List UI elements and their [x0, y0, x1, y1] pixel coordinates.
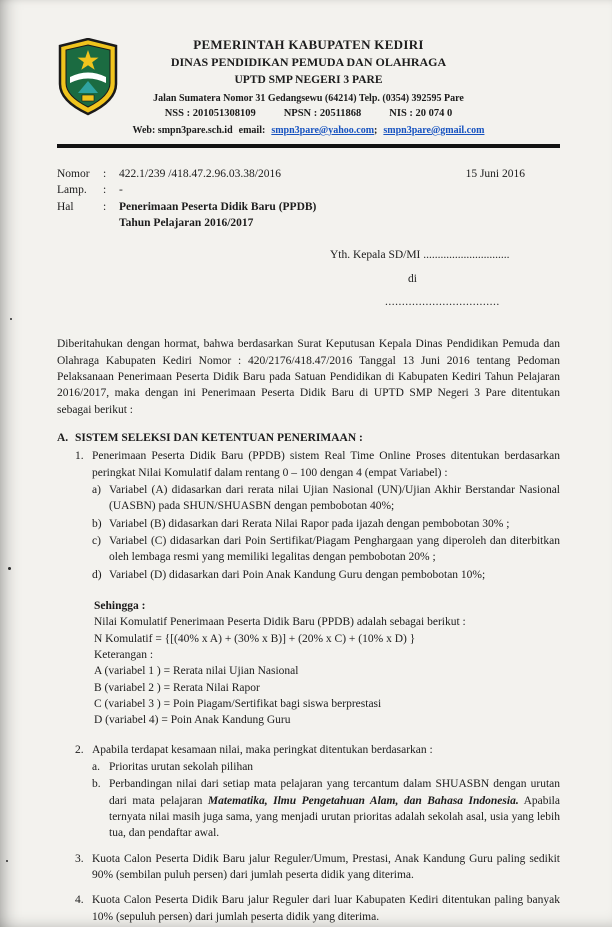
website-address: Web: smpn3pare.sch.id	[132, 124, 233, 136]
lamp-label: Lamp.	[57, 184, 87, 197]
list-item-2	[75, 742, 560, 842]
sub-item-2a-label: a.	[92, 760, 100, 773]
keterangan-line: B (variabel 2 ) = Rerata Nilai Rapor	[94, 681, 260, 694]
email-label: email:	[238, 124, 266, 136]
school-contacts	[57, 124, 560, 138]
sub-item-c-label: c)	[92, 535, 101, 547]
sub-item-b-label: b)	[92, 517, 102, 530]
kediri-regency-logo	[57, 38, 119, 116]
list-item-4	[75, 892, 560, 925]
sub-item-2b-label: b.	[92, 778, 101, 791]
item-3-text: Kuota Calon Peserta Didik Baru jalur Reguler/Umum, Prestasi, Anak Kandung Guru paling sedikit 90% (sembilan puluh persen) dari jumlah peserta didik yang diterima.	[92, 852, 560, 881]
keterangan-line: C (variabel 3 ) = Poin Piagam/Sertifikat bagi siswa berprestasi	[94, 697, 382, 710]
sub-item-c-text: Variabel (C) didasarkan dari Poin Sertifikat/Piagam Penghargaan yang diperoleh dan diterbitkan oleh lembaga resmi yang memiliki legalitas dengan pembobotan 20% ;	[109, 535, 560, 564]
item-2-body	[92, 742, 560, 842]
coat-of-arms-svg	[57, 38, 119, 116]
hal-value-line2: Tahun Pelajaran 2016/2017	[119, 217, 254, 230]
recipient-place-dots: ..................................	[385, 296, 500, 309]
sub-item-2b-emphasis: Matematika, Ilmu Pengetahuan Alam, dan Bahasa Indonesia.	[207, 794, 519, 807]
school-address: Jalan Sumatera Nomor 31 Gedangsewu (64214) Telp. (0354) 392595 Pare	[153, 92, 464, 104]
intro-paragraph: Diberitahukan dengan hormat, bahwa berdasarkan Surat Keputusan Kepala Dinas Pendidikan Pemuda dan Olahraga Kabupaten Kediri Nomor : 420/2176/418.47/2016 Tanggal 13 Juni 2016 tentang Pedoman Pelaksanaan Penerimaan Peserta Didik Baru pada Satuan Pendidikan di Kabupaten Kediri Tahun Pelajaran 2016/2017, maka dengan ini Penerimaan Peserta Didik Baru di UPTD SMP Negeri 3 Pare ditentukan sebagai berikut :	[57, 338, 560, 416]
item-3-number: 3.	[75, 852, 84, 865]
letterhead-rule	[57, 144, 560, 148]
keterangan-label: Keterangan :	[94, 648, 154, 661]
scan-artifact	[10, 318, 12, 320]
email-yahoo-link[interactable]: smpn3pare@yahoo.com	[271, 124, 375, 136]
lamp-row	[57, 182, 560, 198]
lamp-value: -	[119, 184, 123, 197]
formula-block	[94, 598, 560, 729]
hal-value-line1: Penerimaan Peserta Didik Baru (PPDB)	[119, 200, 317, 213]
sub-item-a-label: a)	[92, 484, 101, 497]
section-a	[57, 430, 560, 925]
item-1-body	[92, 448, 560, 583]
sub-item-2b	[92, 776, 560, 841]
list-item-1	[75, 448, 560, 583]
hal-value	[119, 199, 316, 232]
section-a-title: SISTEM SELEKSI DAN KETENTUAN PENERIMAAN :	[75, 432, 363, 445]
sub-item-2b-part2: Apabila ternyata nilai masih juga sama, yang menjadi urutan prioritas adalah sekolah asal, usia yang lebih tua, dan pendaftar awal.	[109, 794, 560, 840]
section-a-label: A.	[57, 432, 69, 445]
item-4-number: 4.	[75, 894, 84, 907]
sub-item-d-text: Variabel (D) didasarkan dari Poin Anak Kandung Guru dengan pembobotan 10%;	[109, 568, 486, 581]
sub-item-2a-text: Prioritas urutan sekolah pilihan	[109, 760, 254, 773]
recipient-at: di	[408, 272, 417, 285]
letterhead-text	[57, 36, 560, 138]
formula-expression: N Komulatif = {[(40% x A) + (30% x B)] + (20% x C) + (10% x D) }	[94, 632, 416, 645]
formula-intro: Nilai Komulatif Penerimaan Peserta Didik Baru (PPDB) adalah sebagai berikut :	[94, 616, 466, 629]
item-1-number: 1.	[75, 450, 84, 463]
item-1-text: Penerimaan Peserta Didik Baru (PPDB) sistem Real Time Online Proses ditentukan berdasarkan peringkat Nilai Komulatif dalam rentang 0 – 100 dengan 4 (empat Variabel) :	[92, 450, 560, 479]
email-separator: ;	[374, 124, 378, 136]
hal-row	[57, 199, 560, 232]
nomor-value: 422.1/239 /418.47.2.96.03.38/2016	[119, 168, 281, 181]
email-gmail-link[interactable]: smpn3pare@gmail.com	[383, 124, 485, 136]
recipient-to: Yth. Kepala SD/MI ..............................	[330, 249, 510, 262]
school-name: UPTD SMP NEGERI 3 PARE	[234, 74, 383, 87]
item-2-text: Apabila terdapat kesamaan nilai, maka peringkat ditentukan berdasarkan :	[92, 743, 433, 756]
item-2-number: 2.	[75, 743, 84, 756]
colon: :	[103, 168, 107, 181]
sub-item-b	[92, 516, 560, 532]
sub-item-d-label: d)	[92, 568, 102, 581]
sub-item-c	[92, 533, 560, 566]
section-a-heading	[57, 430, 560, 446]
formula-heading: Sehingga :	[94, 599, 146, 612]
hal-label: Hal	[57, 200, 74, 213]
colon: :	[103, 200, 107, 213]
item-4-text: Kuota Calon Peserta Didik Baru jalur Reguler dari luar Kabupaten Kediri ditentukan paling banyak 10% (sepuluh persen) dari jumlah peserta didik yang diterima.	[92, 894, 560, 923]
sub-item-d	[92, 567, 560, 583]
government-name: PEMERINTAH KABUPATEN KEDIRI	[193, 37, 424, 52]
school-id-numbers	[57, 107, 560, 122]
list-item-3	[75, 851, 560, 884]
sub-item-b-text: Variabel (B) didasarkan dari Rerata Nilai Rapor pada ijazah dengan pembobotan 30% ;	[109, 517, 510, 530]
nis-number: NIS : 20 074 0	[389, 108, 453, 119]
letter-meta	[57, 166, 560, 231]
npsn-number: NPSN : 20511868	[283, 108, 362, 119]
sub-item-2b-text	[109, 776, 560, 841]
recipient-block	[57, 247, 560, 310]
keterangan-line: D (variabel 4) = Poin Anak Kandung Guru	[94, 714, 291, 727]
sub-item-a-text: Variabel (A) didasarkan dari rerata nilai Ujian Nasional (UN)/Ujian Akhir Berstandar Nasional (UASBN) pada SHUN/SHUASBN dengan pembobotan 40%;	[109, 484, 560, 513]
scan-artifact	[6, 860, 8, 862]
colon: :	[103, 184, 107, 197]
nss-number: NSS : 201051308109	[164, 108, 256, 119]
sub-item-2b-part1: Perbandingan nilai dari setiap mata pelajaran yang tercantum dalam SHUASBN dengan urutan dari mata pelajaran	[109, 778, 560, 807]
letter-date: 15 Juni 2016	[465, 168, 525, 181]
sub-item-2a	[92, 759, 560, 775]
letterhead	[0, 0, 612, 138]
keterangan-line: A (variabel 1 ) = Rerata nilai Ujian Nasional	[94, 665, 299, 678]
scan-artifact	[8, 567, 11, 570]
nomor-label: Nomor	[57, 168, 90, 181]
department-name: DINAS PENDIDIKAN PEMUDA DAN OLAHRAGA	[170, 55, 447, 70]
sub-item-a	[92, 482, 560, 515]
